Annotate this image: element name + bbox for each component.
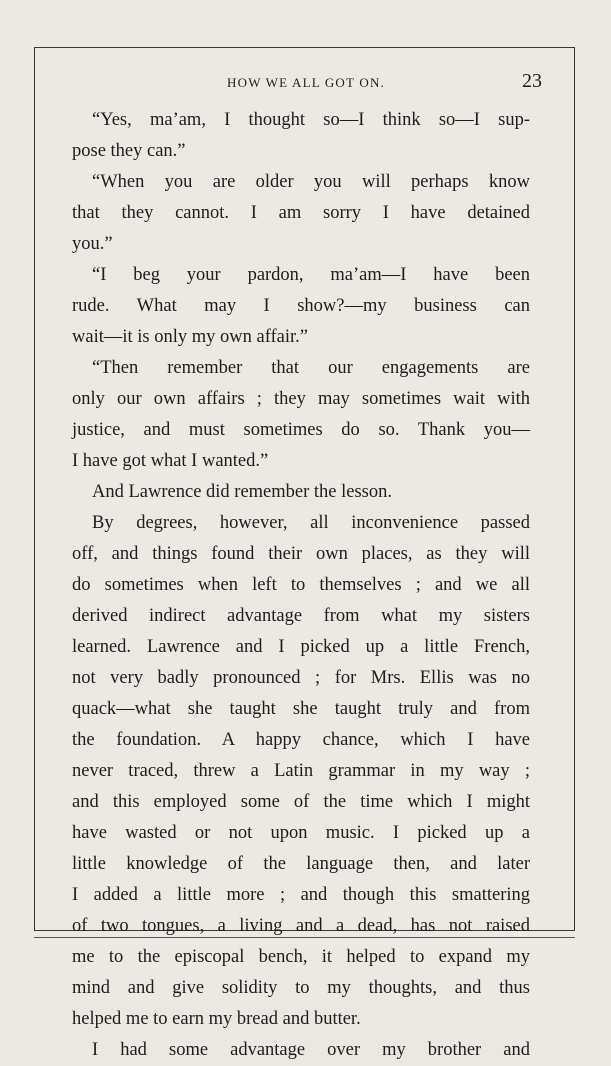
text-line: and this employed some of the time which I might — [72, 792, 530, 812]
body-text — [72, 105, 530, 1066]
text-line: the foundation. A happy chance, which I have — [72, 730, 530, 750]
text-line: helped me to earn my bread and butter. — [72, 1009, 361, 1029]
page-number: 23 — [522, 70, 542, 92]
text-line: mind and give solidity to my thoughts, and thus — [72, 978, 530, 998]
text-line: “Yes, ma’am, I thought so—I think so—I sup- — [92, 110, 530, 130]
text-line: I have got what I wanted.” — [72, 451, 269, 471]
text-line: derived indirect advantage from what my sisters — [72, 606, 530, 626]
text-line: I had some advantage over my brother and — [92, 1040, 530, 1060]
text-line: “Then remember that our engagements are — [92, 358, 530, 378]
text-line: quack—what she taught she taught truly and from — [72, 699, 530, 719]
text-line: I added a little more ; and though this smattering — [72, 885, 530, 905]
text-line: have wasted or not upon music. I picked up a — [72, 823, 530, 843]
text-line: And Lawrence did remember the lesson. — [92, 482, 393, 502]
text-line: not very badly pronounced ; for Mrs. Ellis was no — [72, 668, 530, 688]
text-line: “I beg your pardon, ma’am—I have been — [92, 265, 530, 285]
text-line: do sometimes when left to themselves ; and we all — [72, 575, 530, 595]
text-line: that they cannot. I am sorry I have detained — [72, 203, 530, 223]
text-line: “When you are older you will perhaps know — [92, 172, 530, 192]
running-head-title: HOW WE ALL GOT ON. — [227, 75, 385, 90]
text-line: off, and things found their own places, as they will — [72, 544, 530, 564]
text-line: of two tongues, a living and a dead, has not raised — [72, 916, 530, 936]
text-line: me to the episcopal bench, it helped to expand my — [72, 947, 530, 967]
text-line: never traced, threw a Latin grammar in my way ; — [72, 761, 530, 781]
text-line: you.” — [72, 234, 113, 254]
text-line: By degrees, however, all inconvenience passed — [92, 513, 530, 533]
text-line: justice, and must sometimes do so. Thank you— — [72, 420, 530, 440]
text-line: only our own affairs ; they may sometimes wait with — [72, 389, 530, 409]
running-head — [70, 70, 542, 94]
text-line: wait—it is only my own affair.” — [72, 327, 309, 347]
text-line: rude. What may I show?—my business can — [72, 296, 530, 316]
text-line: learned. Lawrence and I picked up a little French, — [72, 637, 530, 657]
text-line: pose they can.” — [72, 141, 186, 161]
text-line: little knowledge of the language then, and later — [72, 854, 530, 874]
